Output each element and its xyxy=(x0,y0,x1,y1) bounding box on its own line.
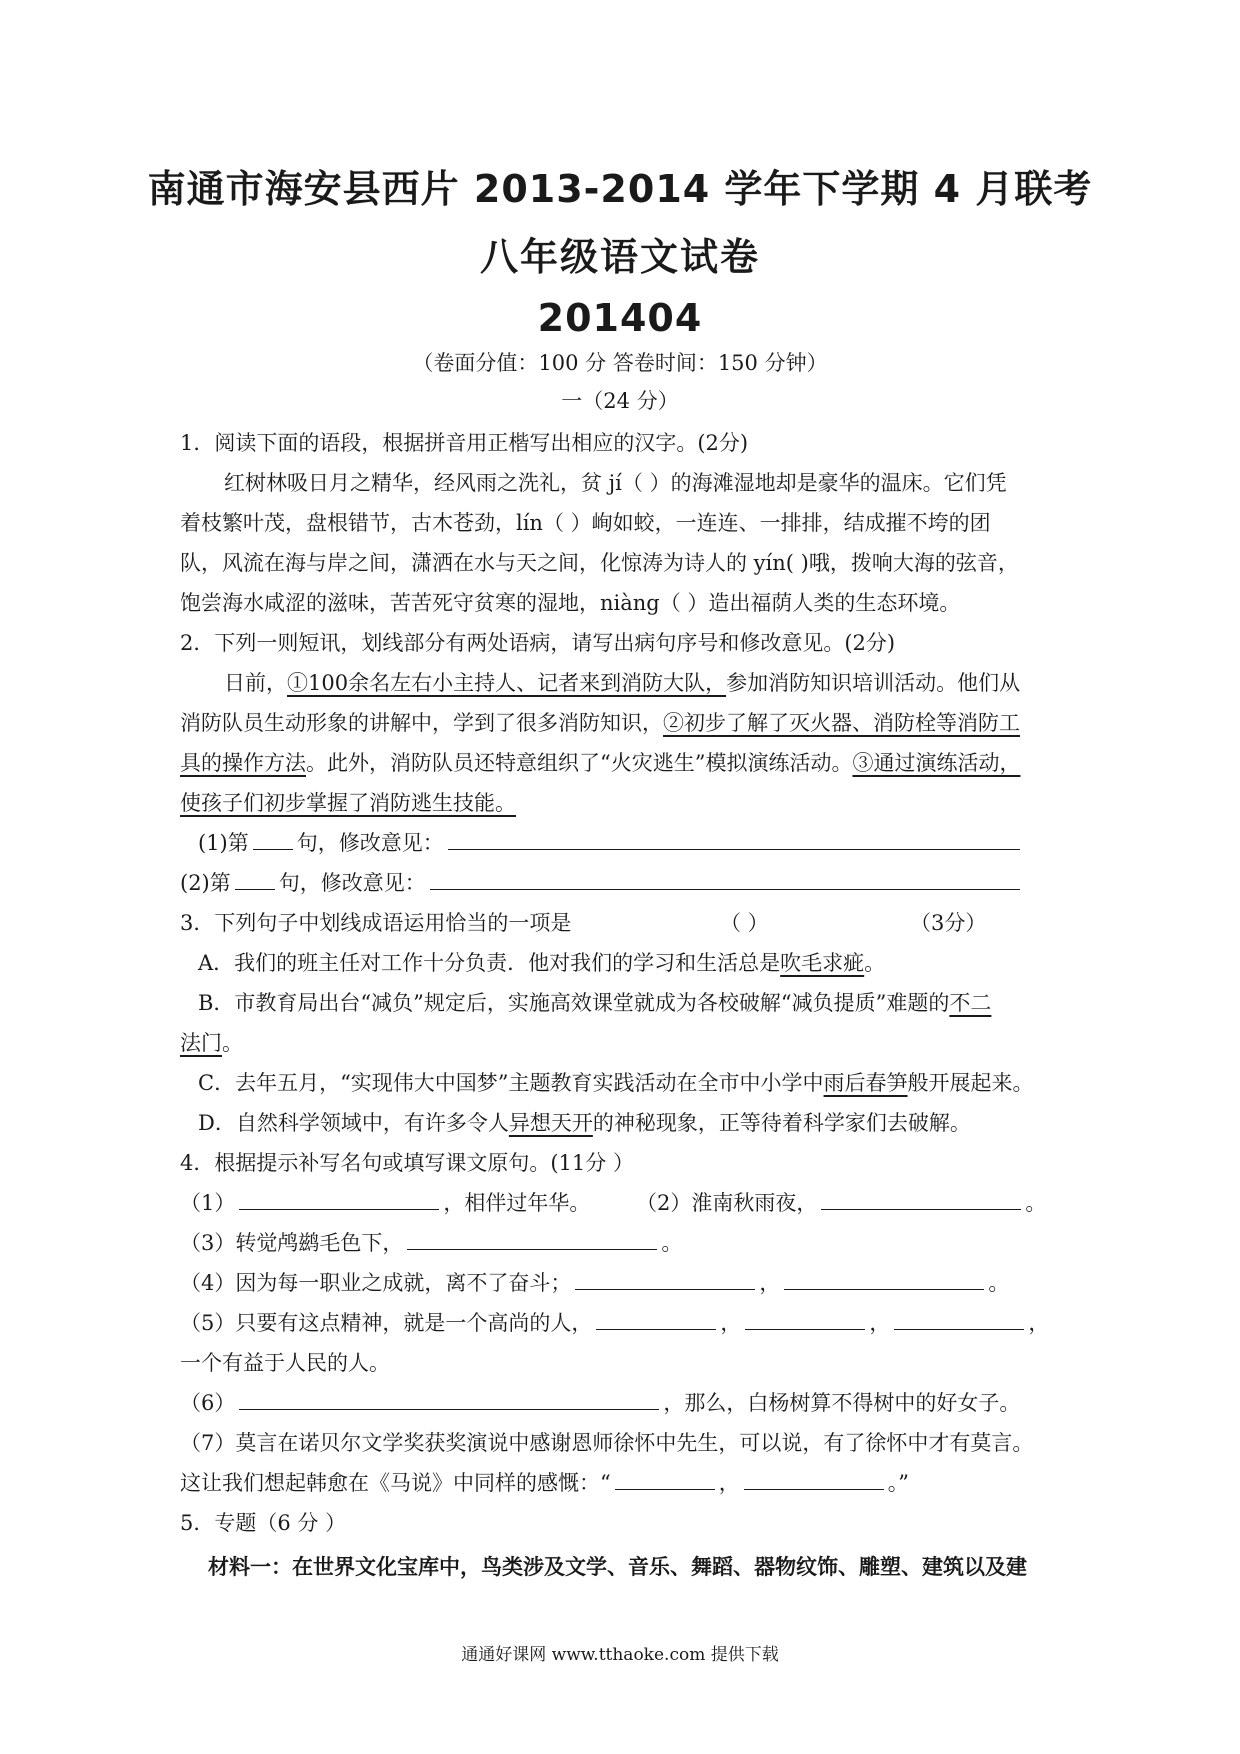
item-text: （4）因为每一职业之成就，离不了奋斗； xyxy=(180,1271,572,1295)
q2-stem: 2．下列一则短讯，划线部分有两处语病，请写出病句序号和修改意见。(2分) xyxy=(180,631,896,655)
q1-stem: 1．阅读下面的语段，根据拼音用正楷写出相应的汉字。(2分) xyxy=(180,431,749,455)
answer-blank[interactable] xyxy=(744,1465,884,1490)
answer-blank[interactable] xyxy=(239,1385,659,1410)
q2-text: 日前， xyxy=(224,671,287,695)
item-text: ，那么，白杨树算不得树中的好女子。 xyxy=(663,1391,1021,1415)
answer-blank[interactable] xyxy=(239,1185,439,1210)
item-text: ， xyxy=(1028,1311,1050,1335)
q1-text-line: 队，风流在海与岸之间，潇洒在水与天之间，化惊涛为诗人的 yín( )哦，拨响大海的弦音， xyxy=(180,551,1019,575)
q3-score: （3分） xyxy=(910,911,987,935)
exam-title: 南通市海安县西片 2013-2014 学年下学期 4 月联考 xyxy=(147,167,1093,211)
answer-label: 句，修改意见： xyxy=(296,831,444,855)
item-text: 。” xyxy=(887,1471,909,1495)
answer-blank[interactable] xyxy=(448,825,1020,850)
item-text: ，相伴过年华。 xyxy=(443,1191,591,1215)
item-text: （3）转觉鸬鹚毛色下， xyxy=(180,1231,404,1255)
q2-text-line xyxy=(180,704,1070,742)
q3-option-a xyxy=(198,944,1088,982)
q2-text-line xyxy=(180,744,1070,782)
exam-date: 201404 xyxy=(537,296,703,340)
option-text: 。 xyxy=(222,1031,243,1055)
answer-label: (2)第 xyxy=(180,871,231,895)
q5-material-1: 材料一：在世界文化宝库中，鸟类涉及文学、音乐、舞蹈、器物纹饰、雕塑、建筑以及建 xyxy=(208,1555,1027,1579)
item-text: 。 xyxy=(988,1271,1010,1295)
item-text: ， xyxy=(718,1471,740,1495)
item-text: 这让我们想起韩愈在《马说》中同样的感慨：“ xyxy=(180,1471,611,1495)
option-text: B．市教育局出台“减负”规定后，实施高效课堂就成为各校破解“减负提质”难题的 xyxy=(198,991,950,1015)
answer-blank[interactable] xyxy=(575,1265,755,1290)
page-footer: 通通好课网 www.tthaoke.com 提供下载 xyxy=(461,1645,779,1665)
answer-blank[interactable] xyxy=(745,1305,865,1330)
q4-row-1 xyxy=(180,1184,1070,1222)
q3-stem-row xyxy=(180,904,1070,942)
q3-option-b-cont xyxy=(180,1024,1070,1062)
q3-option-b xyxy=(198,984,1088,1022)
exam-subtitle: 八年级语文试卷 xyxy=(479,235,760,279)
q1-text-line: 饱尝海水咸涩的滋味，苦苦死守贫寒的湿地，niàng（ ）造出福荫人类的生态环境。 xyxy=(180,591,961,615)
answer-blank[interactable] xyxy=(407,1225,657,1250)
q2-text: 消防队员生动形象的讲解中，学到了很多消防知识， xyxy=(180,711,663,735)
item-label: （6） xyxy=(180,1391,236,1415)
answer-blank[interactable] xyxy=(784,1265,984,1290)
underlined-idiom: 吹毛求疵 xyxy=(780,951,865,975)
q2-text: 。此外，消防队员还特意组织了“火灾逃生”模拟演练活动。 xyxy=(306,751,853,775)
item-text: ， xyxy=(759,1271,781,1295)
item-text: （5）只要有这点精神，就是一个高尚的人， xyxy=(180,1311,593,1335)
q3-stem: 3．下列句子中划线成语运用恰当的一项是 xyxy=(180,911,572,935)
q5-stem: 5．专题（6 分 ） xyxy=(180,1511,347,1535)
item-text: ， xyxy=(869,1311,891,1335)
option-text: 。 xyxy=(864,951,886,975)
q4-row-7-cont xyxy=(180,1464,1070,1502)
option-text: 般开展起来。 xyxy=(907,1071,1034,1095)
q2-underlined-sentence: ②初步了解了灭火器、消防栓等消防工 xyxy=(663,711,1020,735)
q2-text-line xyxy=(224,664,1114,702)
answer-blank[interactable] xyxy=(235,865,275,890)
q2-text: 参加消防知识培训活动。他们从 xyxy=(726,671,1021,695)
q4-row-3 xyxy=(180,1224,1070,1262)
q4-row-5 xyxy=(180,1304,1070,1342)
answer-label: (1)第 xyxy=(198,831,249,855)
q4-row-7: （7）莫言在诺贝尔文学奖获奖演说中感谢恩师徐怀中先生，可以说，有了徐怀中才有莫言。 xyxy=(180,1431,1034,1455)
option-text: A．我们的班主任对工作十分负责．他对我们的学习和生活总是 xyxy=(198,951,781,975)
answer-blank[interactable] xyxy=(253,825,293,850)
underlined-idiom: 雨后春笋 xyxy=(823,1071,908,1095)
q2-answer-row xyxy=(180,864,1070,902)
underlined-idiom: 异想天开 xyxy=(508,1111,593,1135)
q1-text-line: 红树林吸日月之精华，经风雨之洗礼，贫 jí（ ）的海滩湿地却是豪华的温床。它们凭 xyxy=(224,471,1007,495)
answer-blank[interactable] xyxy=(615,1465,715,1490)
underlined-idiom: 不二 xyxy=(949,991,992,1015)
q3-option-c xyxy=(198,1064,1088,1102)
answer-blank[interactable] xyxy=(821,1185,1021,1210)
underlined-idiom: 法门 xyxy=(180,1031,222,1055)
q2-underlined-sentence: ①100余名左右小主持人、记者来到消防大队， xyxy=(287,671,727,695)
option-text: D．自然科学领域中，有许多令人 xyxy=(198,1111,509,1135)
answer-blank[interactable] xyxy=(894,1305,1024,1330)
q2-answer-row xyxy=(198,824,1088,862)
q4-row-5-cont: 一个有益于人民的人。 xyxy=(180,1351,390,1375)
exam-info: （卷面分值：100 分 答卷时间：150 分钟） xyxy=(412,351,828,375)
answer-blank[interactable] xyxy=(596,1305,716,1330)
answer-blank[interactable] xyxy=(430,865,1020,890)
option-text: C．去年五月，“实现伟大中国梦”主题教育实践活动在全市中小学中 xyxy=(198,1071,824,1095)
q4-row-4 xyxy=(180,1264,1070,1302)
q4-stem: 4．根据提示补写名句或填写课文原句。(11分 ） xyxy=(180,1151,634,1175)
answer-label: 句，修改意见： xyxy=(278,871,426,895)
item-text: 。 xyxy=(1025,1191,1047,1215)
q3-option-d xyxy=(198,1104,1088,1142)
q2-underlined-sentence: ③通过演练活动， xyxy=(852,751,1021,775)
q1-text-line: 着枝繁叶茂，盘根错节，古木苍劲，lín（ ）峋如蛟，一连连、一排排，结成摧不垮的团 xyxy=(180,511,991,535)
answer-parentheses[interactable]: （ ） xyxy=(720,911,769,935)
item-label: （1） xyxy=(180,1191,236,1215)
section-heading: 一（24 分） xyxy=(561,389,679,413)
option-text: 的神秘现象，正等待着科学家们去破解。 xyxy=(592,1111,971,1135)
item-text: （2）淮南秋雨夜， xyxy=(636,1191,818,1215)
q2-text-line xyxy=(180,784,1070,822)
q4-row-6 xyxy=(180,1384,1070,1422)
q2-underlined-sentence: 使孩子们初步掌握了消防逃生技能。 xyxy=(180,791,516,815)
q2-underlined-sentence: 具的操作方法 xyxy=(180,751,306,775)
item-text: 。 xyxy=(661,1231,683,1255)
item-text: ， xyxy=(720,1311,742,1335)
